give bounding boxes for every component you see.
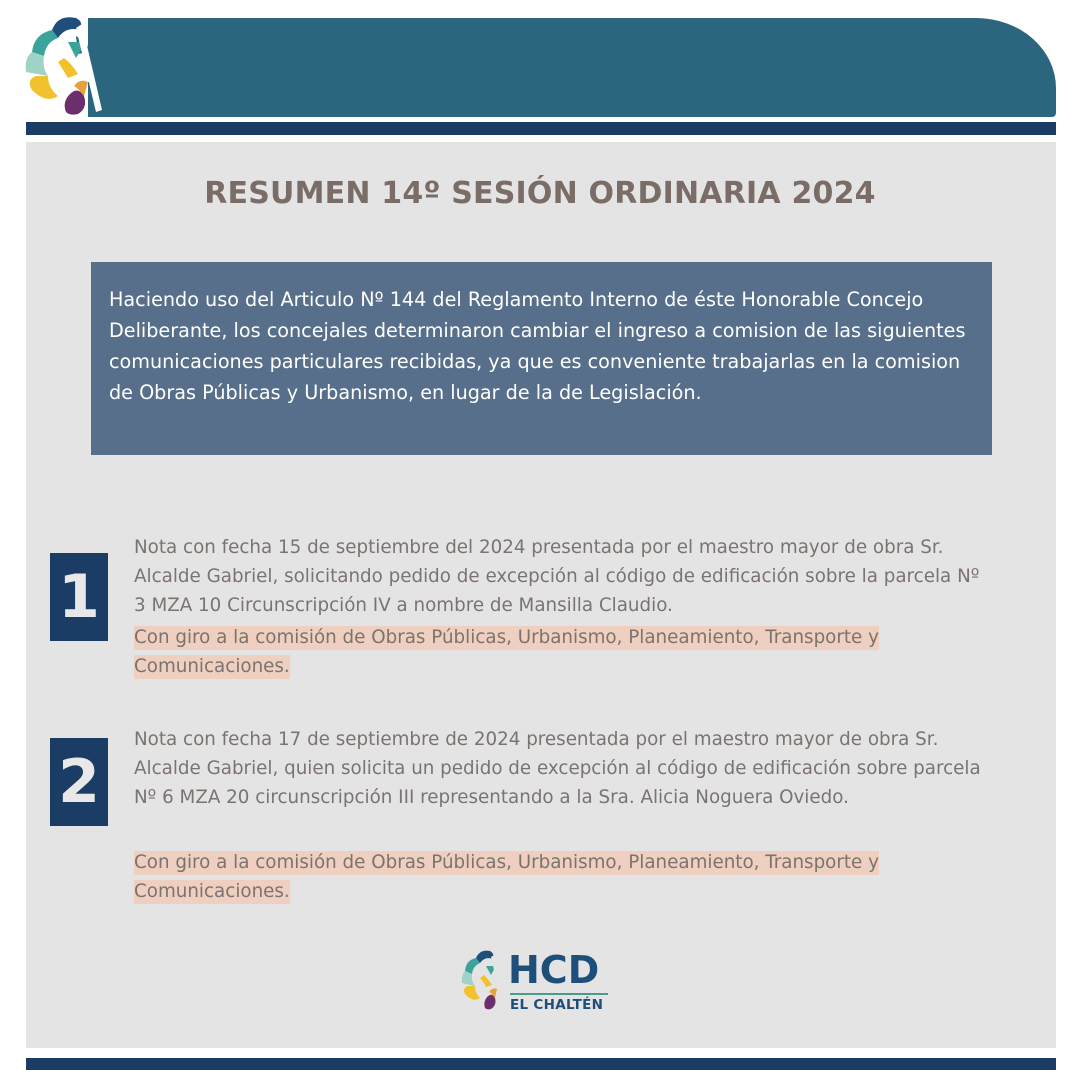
intro-box — [91, 262, 992, 455]
item-referral-highlight: Con giro a la comisión de Obras Públicas, Urbanismo, Planeamiento, Transporte y Comunicaciones. — [134, 627, 879, 677]
item-referral-note — [134, 848, 954, 906]
header-divider — [26, 122, 1056, 135]
item-description: Nota con fecha 15 de septiembre del 2024 presentada por el maestro mayor de obra Sr. Alcalde Gabriel, solicitando pedido de excepción al código de edificación sobre la parcela Nº 3 MZA 10 Circunscripción IV a nombre de Mansilla Claudio. — [134, 537, 980, 616]
item-number-badge: 1 — [50, 553, 108, 641]
footer-logo-title: HCD — [508, 948, 600, 992]
hcd-emblem-icon — [18, 12, 108, 120]
item-number-badge: 2 — [50, 738, 108, 826]
footer-logo-subtitle: EL CHALTÉN — [510, 997, 604, 1013]
footer-divider — [26, 1058, 1056, 1070]
page-title: RESUMEN 14º SESIÓN ORDINARIA 2024 — [204, 176, 876, 211]
footer-logo — [458, 948, 618, 1018]
item-referral-highlight: Con giro a la comisión de Obras Públicas, Urbanismo, Planeamiento, Transporte y Comunicaciones. — [134, 852, 879, 902]
footer-logo-underline — [510, 993, 608, 995]
item-referral-note — [134, 623, 954, 681]
hcd-emblem-icon — [458, 948, 508, 1016]
item-description: Nota con fecha 17 de septiembre de 2024 presentada por el maestro mayor de obra Sr. Alcalde Gabriel, quien solicita un pedido de excepción al código de edificación sobre parcela Nº 6 MZA 20 circunscripción III representando a la Sra. Alicia Noguera Oviedo. — [134, 729, 981, 808]
intro-text: Haciendo uso del Articulo Nº 144 del Reglamento Interno de éste Honorable Concejo Deliberante, los concejales determinaron cambiar el ingreso a comision de las siguientes comunicaciones particulares recibidas, ya que es conveniente trabajarlas en la comision de Obras Públicas y Urbanismo, en lugar de la de Legislación. — [109, 288, 966, 404]
header-banner — [88, 18, 1056, 117]
